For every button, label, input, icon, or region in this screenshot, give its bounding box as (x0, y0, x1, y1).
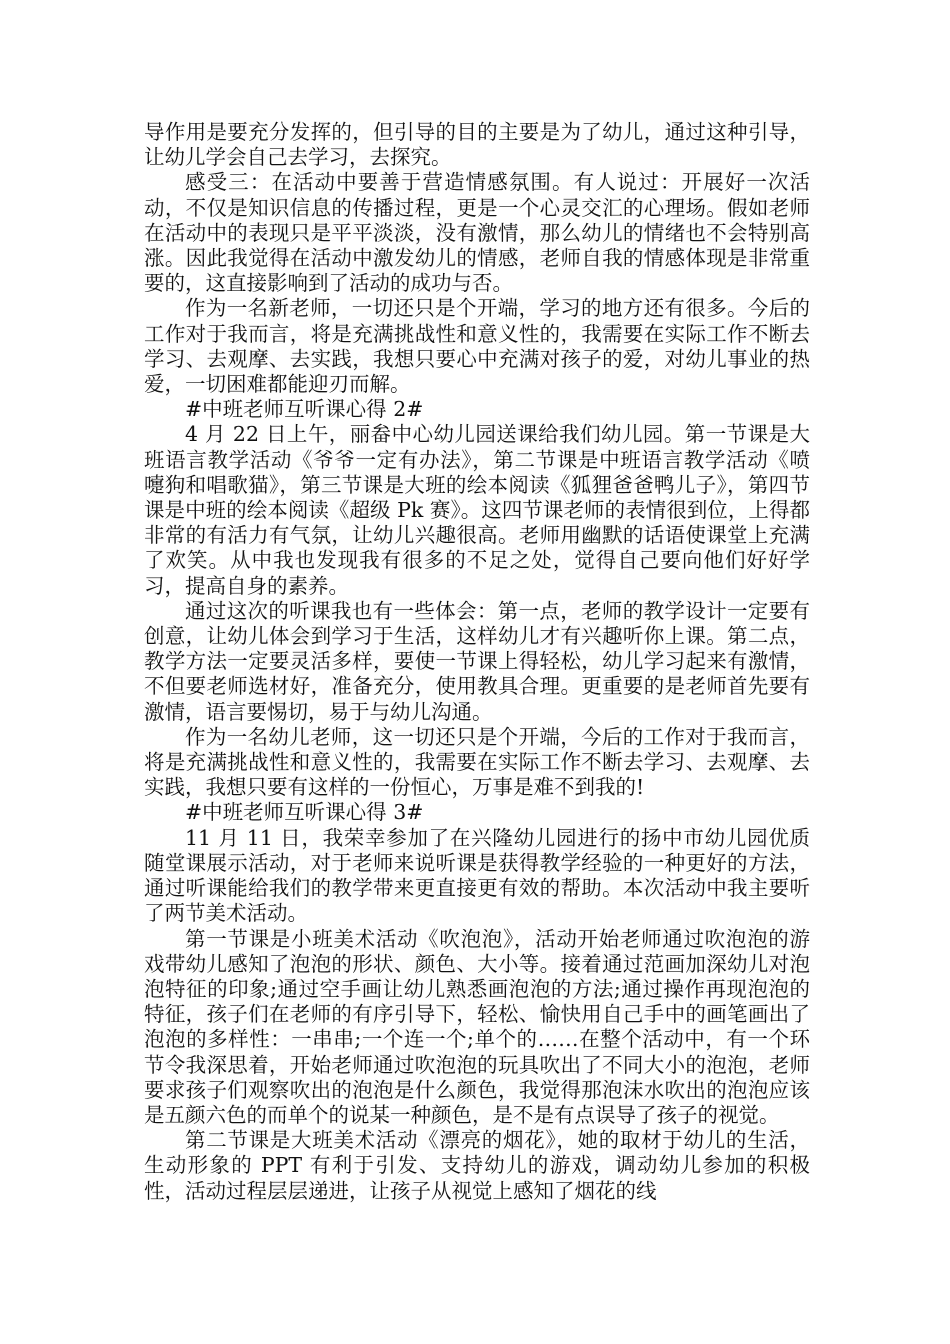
paragraph-november-11: 11 月 11 日，我荣幸参加了在兴隆幼儿园进行的扬中市幼儿园优质随堂课展示活动，对于老师来说听课是获得教学经验的一种更好的方法，通过听课能给我们的教学带来更直接更有效的帮助。本次活动中我主要听了两节美术活动。 (144, 825, 810, 926)
paragraph-continuation: 导作用是要充分发挥的，但引导的目的主要是为了幼儿，通过这种引导，让幼儿学会自己去学习，去探究。 (144, 120, 810, 170)
paragraph-new-teacher: 作为一名新老师，一切还只是个开端，学习的地方还有很多。今后的工作对于我而言，将是充满挑战性和意义性的，我需要在实际工作不断去学习、去观摩、去实践，我想只要心中充满对孩子的爱，对幼儿事业的热爱，一切困难都能迎刃而解。 (144, 296, 810, 397)
paragraph-second-lesson: 第二节课是大班美术活动《漂亮的烟花》，她的取材于幼儿的生活，生动形象的 PPT 有利于引发、支持幼儿的游戏，调动幼儿参加的积极性，活动过程层层递进，让孩子从视觉上感知了烟花的线 (144, 1128, 810, 1203)
paragraph-experience: 通过这次的听课我也有一些体会：第一点，老师的教学设计一定要有创意，让幼儿体会到学习于生活，这样幼儿才有兴趣听你上课。第二点，教学方法一定要灵活多样，要使一节课上得轻松，幼儿学习起来有激情，不但要老师选材好，准备充分，使用教具合理。更重要的是老师首先要有激情，语言要惕切，易于与幼儿沟通。 (144, 598, 810, 724)
paragraph-feeling-three: 感受三：在活动中要善于营造情感氛围。有人说过：开展好一次活动，不仅是知识信息的传播过程，更是一个心灵交汇的心理场。假如老师在活动中的表现只是平平淡淡，没有激情，那么幼儿的情绪也不会特别高涨。因此我觉得在活动中激发幼儿的情感，老师自我的情感体现是非常重要的，这直接影响到了活动的成功与否。 (144, 170, 810, 296)
paragraph-first-lesson: 第一节课是小班美术活动《吹泡泡》，活动开始老师通过吹泡泡的游戏带幼儿感知了泡泡的形状、颜色、大小等。接着通过范画加深幼儿对泡泡特征的印象;通过空手画让幼儿熟悉画泡泡的方法;通过操作再现泡泡的特征，孩子们在老师的有序引导下，轻松、愉快用自己手中的画笔画出了泡泡的多样性：一串串;一个连一个;单个的……在整个活动中，有一个环节令我深思着，开始老师通过吹泡泡的玩具吹出了不同大小的泡泡，老师要求孩子们观察吹出的泡泡是什么颜色，我觉得那泡沫水吹出的泡泡应该是五颜六色的而单个的说某一种颜色，是不是有点误导了孩子的视觉。 (144, 926, 810, 1127)
document-page (144, 120, 810, 1204)
paragraph-april-22: 4 月 22 日上午，丽畚中心幼儿园送课给我们幼儿园。第一节课是大班语言教学活动《爷爷一定有办法》，第二节课是中班语言教学活动《喷嚏狗和唱歌猫》，第三节课是大班的绘本阅读《狐狸爸爸鸭儿子》，第四节课是中班的绘本阅读《超级 Pk 赛》。这四节课老师的表情很到位，上得都非常的有活力有气氛，让幼儿兴趣很高。老师用幽默的话语使课堂上充满了欢笑。从中我也发现我有很多的不足之处，觉得自己要向他们好好学习，提高自身的素养。 (144, 422, 810, 598)
paragraph-kindergarten-teacher: 作为一名幼儿老师，这一切还只是个开端，今后的工作对于我而言，将是充满挑战性和意义性的，我需要在实际工作不断去学习、去观摩、去实践，我想只要有这样的一份恒心，万事是难不到我的! (144, 724, 810, 800)
section-heading-2: #中班老师互听课心得 2# (185, 397, 424, 422)
section-heading-3: #中班老师互听课心得 3# (185, 800, 424, 825)
